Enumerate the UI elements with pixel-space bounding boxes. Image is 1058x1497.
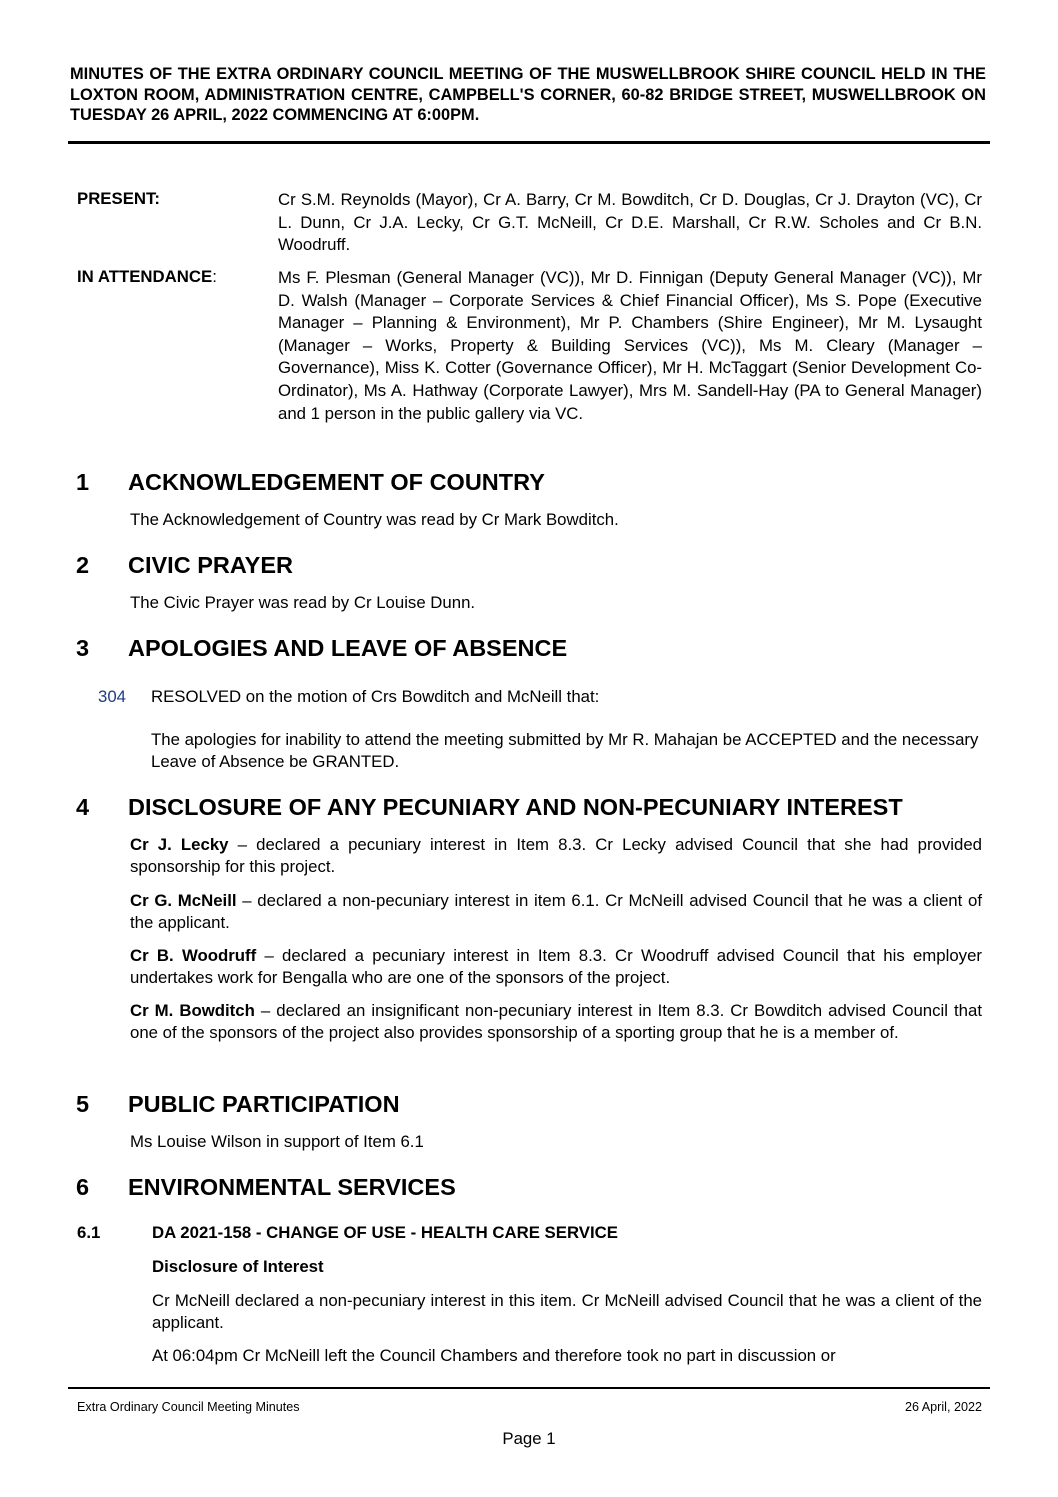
section-title: CIVIC PRAYER (128, 552, 293, 578)
item-title: DA 2021-158 - CHANGE OF USE - HEALTH CARE SERVICE (152, 1223, 618, 1242)
disclosure-paragraph (130, 834, 982, 879)
section-title: ACKNOWLEDGEMENT OF COUNTRY (128, 469, 545, 495)
disclosure-paragraph (130, 890, 982, 935)
resolution-number: 304 (98, 687, 126, 706)
councillor-name: Cr J. Lecky (130, 835, 229, 854)
disclosure-text: – declared an insignificant non-pecuniary interest in Item 8.3. Cr Bowditch advised Council that one of the sponsors of the project also provides sponsorship of a sporting group that he is a member of. (130, 1001, 982, 1043)
disclosure-of-interest-heading: Disclosure of Interest (152, 1257, 324, 1276)
item-number: 6.1 (77, 1223, 101, 1242)
header-divider (68, 141, 990, 144)
footer-date: 26 April, 2022 (904, 1400, 982, 1414)
section-number: 2 (76, 552, 90, 578)
disclosure-paragraph (130, 945, 982, 990)
resolution-body: The apologies for inability to attend the meeting submitted by Mr R. Mahajan be ACCEPTED and the necessary Leave of Absence be GRANTED. (151, 730, 979, 772)
footer-document-title: Extra Ordinary Council Meeting Minutes (77, 1400, 300, 1414)
section-number: 3 (76, 635, 90, 661)
disclosure-text: – declared a pecuniary interest in Item 8.3. Cr Lecky advised Council that she had provided sponsorship for this project. (130, 835, 982, 877)
section-title: PUBLIC PARTICIPATION (128, 1091, 400, 1117)
councillor-name: Cr B. Woodruff (130, 946, 257, 965)
section-number: 6 (76, 1174, 90, 1200)
disclosure-text: – declared a non-pecuniary interest in item 6.1. Cr McNeill advised Council that he was a client of the applicant. (130, 891, 982, 933)
footer-divider (68, 1387, 990, 1389)
section-number: 5 (76, 1091, 90, 1117)
attendance-list: Ms F. Plesman (General Manager (VC)), Mr D. Finnigan (Deputy General Manager (VC)), Mr D. Walsh (Manager – Corporate Services & Chief Financial Officer), Ms S. Pope (Executive Manager – Planning & Environment), Mr P. Chambers (Shire Engineer), Mr M. Lysaught (Manager – Works, Property & Building Services (VC)), Ms M. Cleary (Manager – Governance), Miss K. Cotter (Governance Officer), Mr H. McTaggart (Senior Development Co-Ordinator), Ms A. Hathway (Corporate Lawyer), Mrs M. Sandell-Hay (PA to General Manager) and 1 person in the public gallery via VC. (278, 268, 982, 423)
item-paragraph: At 06:04pm Cr McNeill left the Council Chambers and therefore took no part in discussion or (152, 1346, 836, 1365)
resolution-text: RESOLVED on the motion of Crs Bowditch and McNeill that: (151, 687, 600, 706)
section-number: 4 (76, 794, 90, 820)
councillor-name: Cr G. McNeill (130, 891, 237, 910)
section-text: Ms Louise Wilson in support of Item 6.1 (130, 1132, 424, 1151)
attendance-label (77, 267, 217, 287)
section-title: ENVIRONMENTAL SERVICES (128, 1174, 456, 1200)
present-list: Cr S.M. Reynolds (Mayor), Cr A. Barry, Cr M. Bowditch, Cr D. Douglas, Cr J. Drayton (VC), Cr L. Dunn, Cr J.A. Lecky, Cr G.T. McNeill, Cr D.E. Marshall, Cr R.W. Scholes and Cr B.N. Woodruff. (278, 190, 982, 255)
section-title: DISCLOSURE OF ANY PECUNIARY AND NON-PECUNIARY INTEREST (128, 794, 903, 820)
councillor-name: Cr M. Bowditch (130, 1001, 255, 1020)
page-number: Page 1 (502, 1429, 556, 1448)
section-text: The Acknowledgement of Country was read by Cr Mark Bowditch. (130, 510, 619, 529)
attendance-colon: : (212, 267, 217, 286)
item-paragraph: Cr McNeill declared a non-pecuniary interest in this item. Cr McNeill advised Council that he was a client of the applicant. (152, 1291, 982, 1333)
attendance-label-text: IN ATTENDANCE (77, 267, 213, 286)
disclosure-text: – declared a pecuniary interest in Item 8.3. Cr Woodruff advised Council that his employer undertakes work for Bengalla who are one of the sponsors of the project. (130, 946, 982, 988)
section-number: 1 (76, 469, 90, 495)
disclosure-paragraph (130, 1000, 982, 1045)
present-label: PRESENT: (77, 189, 160, 208)
section-title: APOLOGIES AND LEAVE OF ABSENCE (128, 635, 568, 661)
section-text: The Civic Prayer was read by Cr Louise Dunn. (130, 593, 476, 612)
minutes-heading: MINUTES OF THE EXTRA ORDINARY COUNCIL MEETING OF THE MUSWELLBROOK SHIRE COUNCIL HELD IN THE LOXTON ROOM, ADMINISTRATION CENTRE, CAMPBELL'S CORNER, 60-82 BRIDGE STREET, MUSWELLBROOK ON TUESDAY 26 APRIL, 2022 COMMENCING AT 6:00PM. (70, 65, 986, 124)
